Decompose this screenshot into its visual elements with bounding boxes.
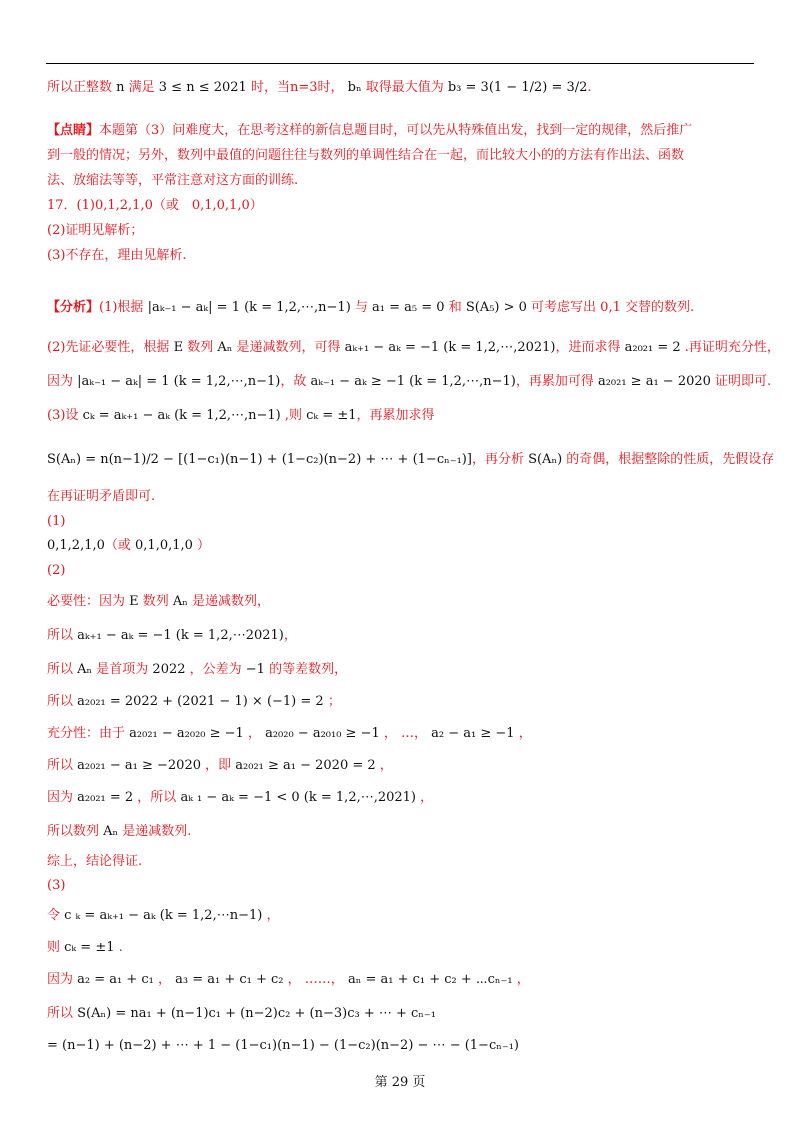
- text-segment: 的奇偶，根据整除的性质，先假设存: [562, 452, 775, 467]
- text-segment: (3): [47, 878, 66, 893]
- text-segment: .: [587, 80, 592, 95]
- text-segment: 满足: [124, 80, 159, 95]
- math-expression: cₖ = ±1: [306, 408, 357, 423]
- text-segment: (1): [47, 514, 66, 529]
- text-segment: 充分性：由于: [47, 726, 130, 741]
- text-segment: (2)先证必要性，根据: [47, 340, 174, 355]
- math-expression: −1: [245, 662, 265, 677]
- text-segment: ，即: [201, 758, 236, 773]
- text-segment: 所以: [47, 694, 78, 709]
- text-line-sol-2-d: [47, 692, 341, 712]
- text-segment: 所以: [47, 758, 78, 773]
- text-segment: 是首项为: [92, 662, 153, 677]
- math-expression: b₃ = 3(1 − 1/2) = 3/2: [447, 80, 588, 95]
- text-segment: ，: [514, 726, 532, 741]
- math-expression: a₃ = a₁ + c₁ + c₂: [175, 972, 284, 987]
- math-expression: a₂₀₂₁ − a₁ ≥ −2020: [77, 758, 201, 773]
- text-line-sol-3-c: [47, 970, 530, 990]
- math-expression: aₖ₊₁ − aₖ = −1 (k = 1,2,⋯2021): [77, 628, 284, 643]
- text-line-fenxi-1: [47, 298, 694, 318]
- math-expression: a₂ = a₁ + c₁: [77, 972, 154, 987]
- math-expression: S(Aₙ): [528, 452, 563, 467]
- text-segment: 本题第（3）问难度大，在思考这样的新信息题目时，可以先从特殊值出发，找到一定的规律，然后推广: [99, 123, 693, 138]
- math-expression: cₖ = ±1: [64, 940, 115, 955]
- text-segment: （或: [104, 538, 136, 553]
- text-line-sol-3-e: [47, 1036, 519, 1056]
- text-segment: ,则: [280, 408, 307, 423]
- text-line-dianjing: [47, 121, 692, 141]
- text-segment: 数列: [138, 594, 173, 609]
- text-segment: 因为: [47, 972, 78, 987]
- text-segment: 到一般的情况；另外，数列中最值的问题往往与数列的单调性结合在一起，而比较大小的的方法有作出法、函数: [47, 148, 685, 163]
- page-footer: 第 29 页: [374, 1075, 426, 1090]
- text-segment: ，: [262, 908, 280, 923]
- text-line-sol-1-h: [47, 512, 65, 532]
- math-expression: n: [116, 80, 125, 95]
- text-segment: ，: [283, 628, 297, 643]
- text-segment: 17．(1)0,1,2,1,0（或 0,1,0,1,0）: [47, 198, 263, 213]
- text-segment: ，再累加求得: [356, 408, 435, 423]
- math-expression: = (n−1) + (n−2) + ⋯ + 1 − (1−c₁)(n−1) − (1−c₂)(n−2) − ⋯ − (1−cₙ₋₁): [47, 1038, 519, 1053]
- math-expression: a₂₀₂₁ = 2: [624, 340, 681, 355]
- math-expression: 0,1,0,1,0: [135, 538, 193, 553]
- math-expression: E: [173, 340, 184, 355]
- text-line-dianjing-2: [47, 146, 684, 166]
- text-segment: 所以数列: [47, 824, 104, 839]
- text-segment: 与: [350, 300, 373, 315]
- text-segment: ，: [153, 972, 176, 987]
- text-segment: 证明即可.: [710, 374, 772, 389]
- text-line-fenxi-4: [47, 406, 435, 426]
- text-segment: (3)不存在，理由见解析.: [47, 248, 187, 263]
- text-segment: 必要性：因为: [47, 594, 130, 609]
- text-segment: .再证明充分性，: [680, 340, 780, 355]
- text-segment: 所以: [47, 662, 78, 677]
- text-segment: (1)根据: [99, 300, 148, 315]
- text-line-sol-3-b: [47, 938, 123, 958]
- math-expression: a₂₀₂₁ ≥ a₁ − 2020: [597, 374, 711, 389]
- text-line-sol-2-a: [47, 592, 270, 612]
- text-segment: 所以: [47, 1006, 78, 1021]
- text-line-prev-conclusion: [47, 78, 592, 98]
- header-rule: [46, 63, 754, 64]
- text-line-sol-2-c: [47, 660, 347, 680]
- text-segment: 因为: [47, 374, 78, 389]
- text-segment: 在再证明矛盾即可.: [47, 489, 156, 504]
- text-segment: ，: [375, 758, 393, 773]
- text-line-fenxi-3: [47, 372, 771, 392]
- math-expression: Aₙ: [217, 340, 233, 355]
- text-segment: 【分析】: [47, 300, 100, 315]
- text-segment: 【点睛】: [47, 123, 100, 138]
- text-segment: ，再累加可得: [515, 374, 598, 389]
- math-expression: Aₙ: [172, 594, 188, 609]
- math-expression: E: [129, 594, 139, 609]
- text-segment: 是递减数列.: [118, 824, 192, 839]
- text-line-sol-2-b: [47, 626, 297, 646]
- math-expression: 3 ≤ n ≤ 2021: [158, 80, 247, 95]
- text-line-sol-2-f: [47, 756, 393, 776]
- text-segment: 数列: [183, 340, 218, 355]
- text-segment: 和: [444, 300, 466, 315]
- text-segment: 则: [47, 940, 65, 955]
- math-expression: a₂ − a₁ ≥ −1: [431, 726, 515, 741]
- text-segment: ，公差为: [185, 662, 246, 677]
- text-segment: ，: [512, 972, 530, 987]
- text-line-sol-2-h: [47, 561, 65, 581]
- text-segment: 取得最大值为: [361, 80, 448, 95]
- math-expression: aₖ₋₁ − aₖ ≥ −1 (k = 1,2,⋯,n−1): [310, 374, 516, 389]
- text-line-ans-17-1: [47, 196, 263, 216]
- math-expression: S(Aₙ) = na₁ + (n−1)c₁ + (n−2)c₂ + (n−3)c₃ + ⋯ + cₙ₋₁: [77, 1006, 436, 1021]
- text-segment: (2): [47, 563, 66, 578]
- math-expression: aₖ₊₁ − aₖ = −1 (k = 1,2,⋯,2021): [344, 340, 556, 355]
- text-segment: ，所以: [133, 790, 181, 805]
- math-expression: 0,1,2,1,0: [47, 538, 105, 553]
- text-line-sol-2-e: [47, 724, 532, 744]
- math-expression: Aₙ: [103, 824, 119, 839]
- math-expression: 2022: [152, 662, 186, 677]
- text-line-fenxi-5: [47, 450, 774, 470]
- text-segment: ，: [243, 726, 266, 741]
- math-expression: S(Aₙ) = n(n−1)/2 − [(1−c₁)(n−1) + (1−c₂)(n−2) + ⋯ + (1−cₙ₋₁)]: [47, 452, 472, 467]
- math-expression: a₂₀₂₁ = 2022 + (2021 − 1) × (−1) = 2: [77, 694, 324, 709]
- text-segment: 法、放缩法等等，平常注意对这方面的训练.: [47, 173, 299, 188]
- math-expression: a₂₀₂₁ − a₂₀₂₀ ≥ −1: [129, 726, 244, 741]
- math-expression: |aₖ₋₁ − aₖ| = 1 (k = 1,2,⋯,n−1): [147, 300, 351, 315]
- text-line-sol-2-i: [47, 852, 142, 872]
- math-expression: S(A₅) > 0: [465, 300, 527, 315]
- text-segment: 是递减数列，: [187, 594, 271, 609]
- math-expression: c ₖ = aₖ₊₁ − aₖ (k = 1,2,⋯n−1): [64, 908, 263, 923]
- text-segment: .: [114, 940, 123, 955]
- math-expression: Aₙ: [77, 662, 93, 677]
- text-line-fenxi-2: [47, 338, 780, 358]
- math-expression: cₖ = aₖ₊₁ − aₖ (k = 1,2,⋯,n−1): [82, 408, 281, 423]
- text-line-fenxi-6: [47, 487, 155, 507]
- text-segment: 的等差数列，: [264, 662, 348, 677]
- text-line-ans-17-2: [47, 221, 143, 241]
- text-segment: 综上，结论得证.: [47, 854, 143, 869]
- math-expression: a₁ = a₅ = 0: [372, 300, 445, 315]
- text-segment: ，: [416, 790, 434, 805]
- text-line-sol-3-d: [47, 1004, 436, 1024]
- text-line-ans-17-3: [47, 246, 187, 266]
- text-line-sol-3-h: [47, 876, 65, 896]
- math-expression: a₂₀₂₁ = 2: [77, 790, 134, 805]
- text-segment: 所以: [47, 628, 78, 643]
- math-expression: bₙ: [347, 80, 362, 95]
- math-expression: a₂₀₂₀ − a₂₀₁₀ ≥ −1: [265, 726, 380, 741]
- math-expression: a₂₀₂₁ ≥ a₁ − 2020 = 2: [235, 758, 376, 773]
- text-segment: 令: [47, 908, 65, 923]
- text-segment: ，再分析: [471, 452, 529, 467]
- text-segment: 所以正整数: [47, 80, 117, 95]
- text-segment: ，故: [280, 374, 311, 389]
- text-segment: 可考虑写出 0,1 交替的数列.: [526, 300, 695, 315]
- text-segment: ， ……，: [283, 972, 348, 987]
- text-segment: 是递减数列，可得: [232, 340, 345, 355]
- math-expression: aₖ ₁ − aₖ = −1 < 0 (k = 1,2,⋯,2021): [180, 790, 417, 805]
- text-segment: 因为: [47, 790, 78, 805]
- text-segment: (2)证明见解析；: [47, 223, 144, 238]
- text-line-sol-1: [47, 536, 210, 556]
- text-segment: (3)设: [47, 408, 83, 423]
- text-segment: ，进而求得: [555, 340, 625, 355]
- math-expression: aₙ = a₁ + c₁ + c₂ + ⋯cₙ₋₁: [347, 972, 513, 987]
- text-line-sol-2-h2: [47, 822, 191, 842]
- text-segment: ）: [192, 538, 211, 553]
- text-line-sol-3-a: [47, 906, 279, 926]
- text-segment: ；: [323, 694, 341, 709]
- text-line-dianjing-3: [47, 171, 298, 191]
- text-line-sol-2-g: [47, 788, 433, 808]
- math-expression: |aₖ₋₁ − aₖ| = 1 (k = 1,2,⋯,n−1): [77, 374, 281, 389]
- text-segment: 时，当n=3时，: [246, 80, 348, 95]
- text-segment: ， …，: [379, 726, 432, 741]
